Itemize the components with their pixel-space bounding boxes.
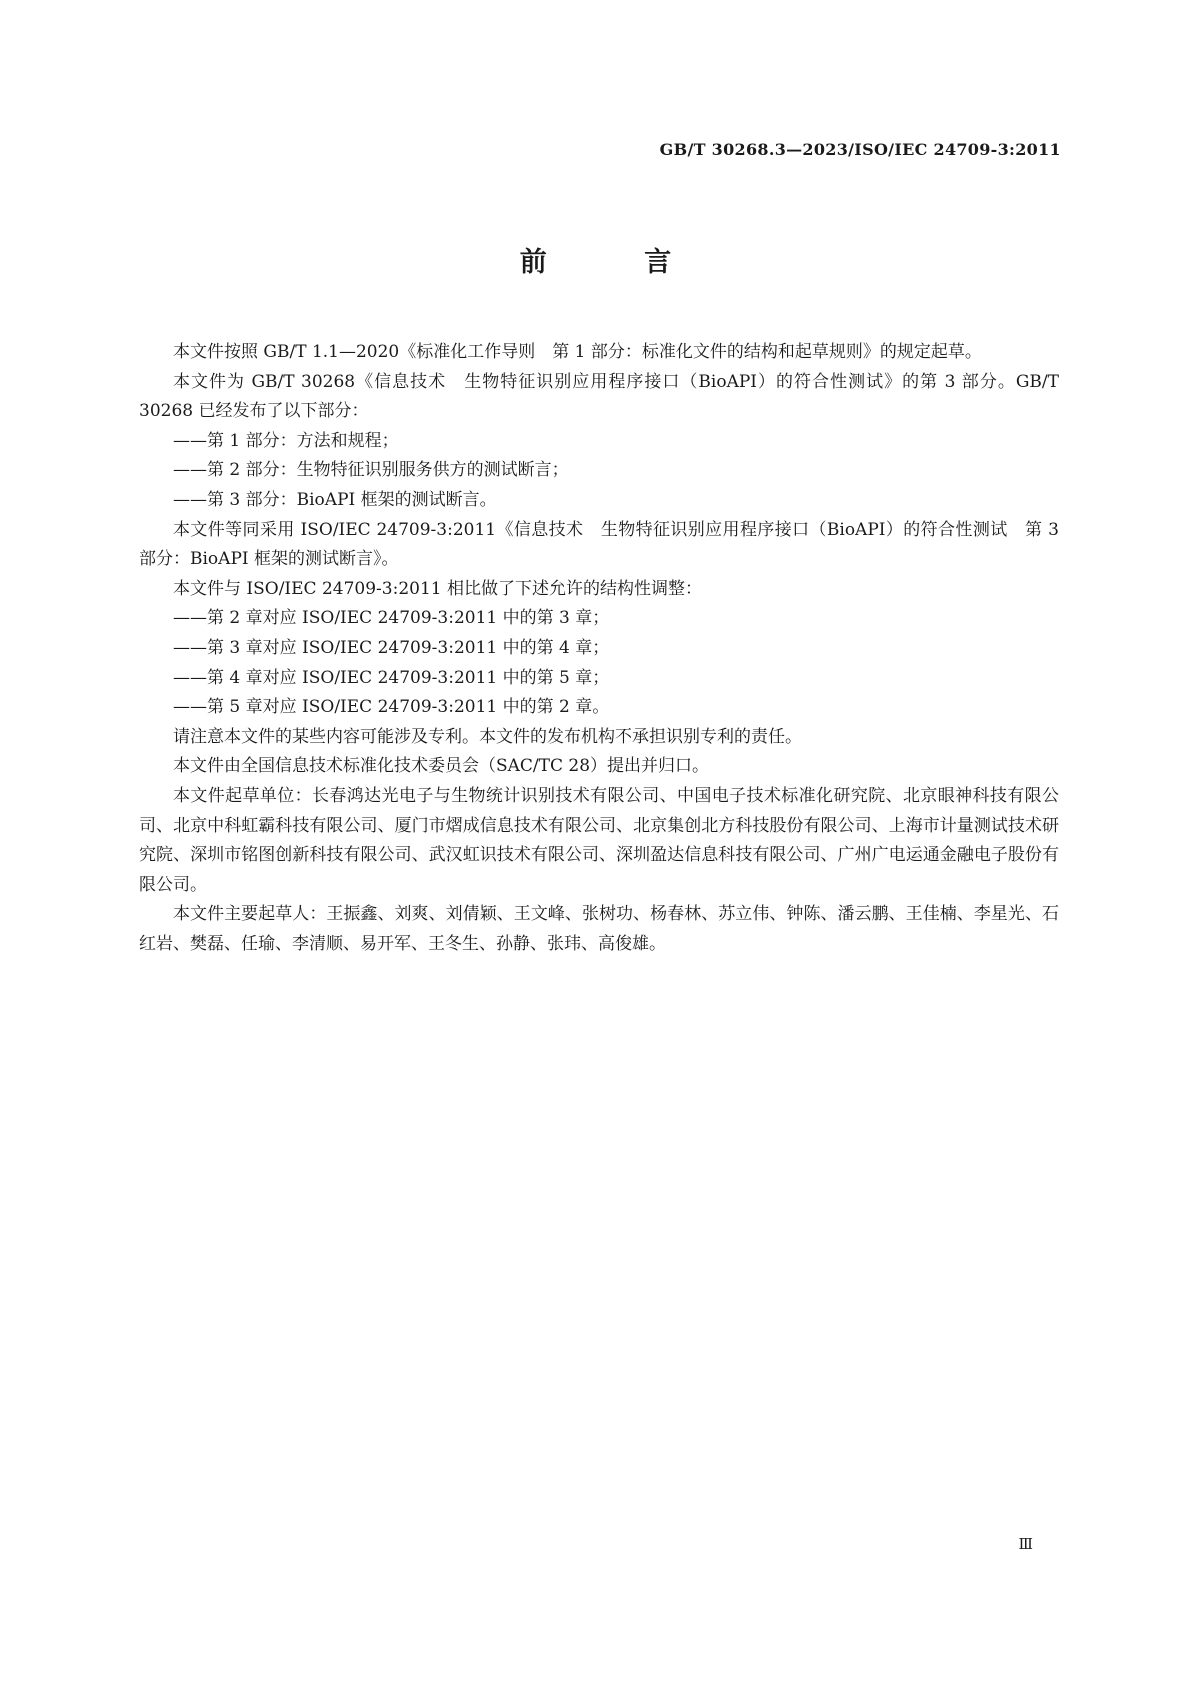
paragraph-drafting-basis: 本文件按照 GB/T 1.1—2020《标准化工作导则 第 1 部分：标准化文件的结构和起草规则》的规定起草。 [173, 342, 982, 362]
paragraph-patent-notice: 请注意本文件的某些内容可能涉及专利。本文件的发布机构不承担识别专利的责任。 [173, 726, 802, 747]
paragraph-series-intro: 本文件为 GB/T 30268《信息技术 生物特征识别应用程序接口（BioAPI）的符合性测试》的第 3 部分。GB/T 30268 已经发布了以下部分： [139, 371, 1059, 422]
list-item-part-3: ——第 3 部分：BioAPI 框架的测试断言。 [173, 489, 497, 510]
list-item-part-2: ——第 2 部分：生物特征识别服务供方的测试断言； [173, 460, 569, 481]
foreword-body [139, 338, 1059, 959]
paragraph-structural-changes: 本文件与 ISO/IEC 24709-3:2011 相比做了下述允许的结构性调整： [173, 578, 702, 599]
list-item-chapter-5: ——第 5 章对应 ISO/IEC 24709-3:2011 中的第 2 章。 [173, 697, 610, 718]
paragraph-drafting-organizations: 本文件起草单位：长春鸿达光电子与生物统计识别技术有限公司、中国电子技术标准化研究院、北京眼神科技有限公司、北京中科虹霸科技有限公司、厦门市熠成信息技术有限公司、北京集创北方科技股份有限公司、上海市计量测试技术研究院、深圳市铭图创新科技有限公司、武汉虹识技术有限公司、深圳盈达信息科技有限公司、广州广电运通金融电子股份有限公司。 [139, 785, 1059, 895]
standard-code: GB/T 30268.3—2023/ISO/IEC 24709-3:2011 [659, 140, 1061, 159]
list-item-chapter-4: ——第 4 章对应 ISO/IEC 24709-3:2011 中的第 5 章； [173, 667, 610, 688]
page-number: Ⅲ [1018, 1535, 1033, 1553]
list-item-chapter-3: ——第 3 章对应 ISO/IEC 24709-3:2011 中的第 4 章； [173, 637, 610, 658]
list-item-chapter-2: ——第 2 章对应 ISO/IEC 24709-3:2011 中的第 3 章； [173, 608, 610, 629]
paragraph-drafters: 本文件主要起草人：王振鑫、刘爽、刘倩颖、王文峰、张树功、杨春林、苏立伟、钟陈、潘云鹏、王佳楠、李星光、石红岩、樊磊、任瑜、李清顺、易开军、王冬生、孙静、张玮、高俊雄。 [139, 904, 1059, 954]
paragraph-equivalence: 本文件等同采用 ISO/IEC 24709-3:2011《信息技术 生物特征识别应用程序接口（BioAPI）的符合性测试 第 3 部分：BioAPI 框架的测试断言》。 [139, 519, 1059, 570]
list-item-part-1: ——第 1 部分：方法和规程； [173, 430, 399, 451]
paragraph-proposer: 本文件由全国信息技术标准化技术委员会（SAC/TC 28）提出并归口。 [173, 756, 710, 777]
page-title: 前 言 [519, 247, 716, 278]
